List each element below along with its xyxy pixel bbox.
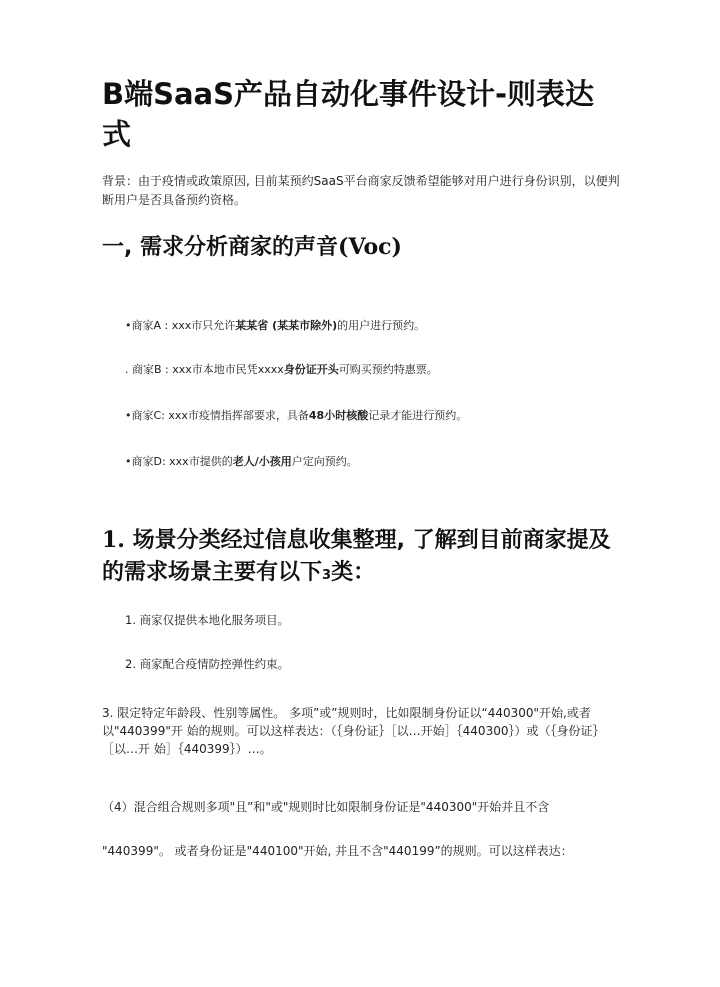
section-heading-needs-analysis (102, 232, 622, 263)
voc-item-emphasis: 老人/小孩用 (232, 455, 292, 468)
voc-item-a (125, 318, 625, 334)
voc-item-c (125, 408, 625, 424)
section-heading-voc: (Voc) (338, 234, 402, 260)
voc-item-emphasis: 某某省 (某某市除外) (235, 319, 338, 332)
rule-paragraph-3: 3. 限定特定年龄段、性别等属性。 多项”或”规则时，比如限制身份证以“440300"开始,或者以"440399"开 始的规则。可以这样表达：（｛身份证｝［以…开始］｛440300｝）或（｛身份证｝［以…开 始］｛440399｝）…。 (102, 706, 605, 756)
rule-paragraph-4-line-2: "440399"。 或者身份证是"440100"开始, 并且不含"440199”的规则。可以这样表达： (102, 844, 573, 858)
document-title: B端SaaS产品自动化事件设计-则表达式 (102, 77, 595, 151)
voc-item-b (125, 362, 625, 378)
list-item: 2. 商家配合疫情防控弹性约束。 (125, 657, 290, 671)
section-heading-text: 场景分类经过信息收集整理, 了解到目前商家提及的需求场景主要有以下 (102, 528, 611, 585)
voc-item-text: •商家D: xxx市提供的 (125, 455, 233, 468)
background-paragraph: 背景：由于疫情或政策原因, 目前某预约SaaS平台商家反馈希望能够对用户进行身份识别，以便判断用户是否具备预约资格。 (102, 174, 620, 207)
section-heading-scenarios (102, 524, 622, 592)
section-heading-tail: 类： (331, 560, 376, 585)
section-heading-text: 一, 需求分析商家的声音 (102, 235, 339, 260)
voc-item-text: 户定向预约。 (291, 455, 358, 468)
list-item: 1. 商家仅提供本地化服务项目。 (125, 613, 290, 627)
voc-item-d (125, 454, 625, 470)
voc-item-text: •商家C: xxx市疫情指挥部要求，具备 (125, 409, 309, 422)
voc-item-text: 可购买预约特惠票。 (338, 363, 438, 376)
voc-item-emphasis: 48小时核酸 (308, 409, 369, 422)
voc-item-text: . 商家B : xxx市本地市民凭xxxx (125, 363, 284, 376)
voc-item-emphasis: 身份证开头 (283, 363, 339, 376)
voc-item-text: 记录才能进行预约。 (368, 409, 468, 422)
section-count: 3 (322, 568, 332, 583)
rule-paragraph-4-line-1: （4）混合组合规则多项"且”和"或"规则时比如限制身份证是"440300"开始并且不含 (102, 800, 550, 814)
voc-item-text: 的用户进行预约。 (337, 319, 426, 332)
section-number: 1. (102, 527, 125, 553)
voc-item-text: •商家A : xxx市只允许 (125, 319, 236, 332)
